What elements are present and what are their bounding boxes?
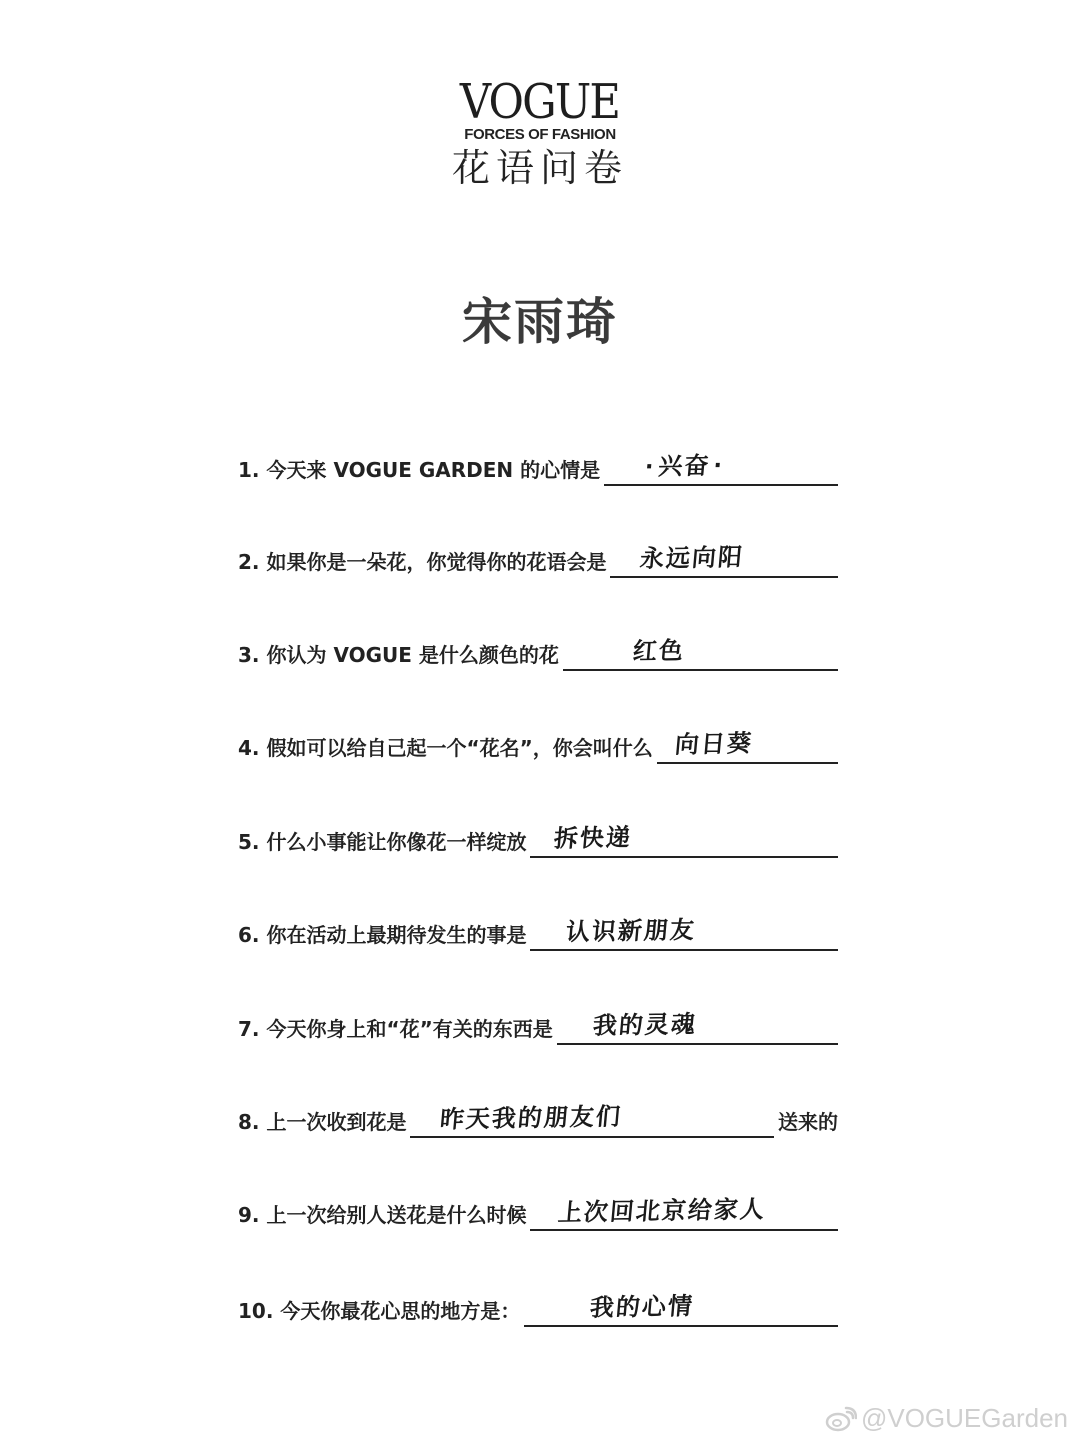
answer-line — [657, 722, 838, 764]
question-suffix: 送来的 — [778, 1110, 838, 1134]
question-text: 10. 今天你最花心思的地方是： — [238, 1299, 521, 1323]
answer-line — [524, 1285, 838, 1327]
watermark-text: @VOGUEGarden — [860, 1403, 1068, 1433]
question-text: 6. 你在活动上最期待发生的事是 — [238, 923, 527, 947]
answer-line — [557, 1003, 838, 1045]
question-text: 7. 今天你身上和“花”有关的东西是 — [238, 1017, 553, 1041]
question-row — [238, 1094, 838, 1138]
handwritten-answer: ·兴奋· — [640, 451, 729, 481]
question-row — [238, 720, 838, 764]
answer-line — [410, 1096, 774, 1138]
weibo-watermark — [825, 1403, 1068, 1434]
question-row — [238, 1001, 838, 1045]
handwritten-answer: 红色 — [631, 636, 687, 666]
handwritten-answer: 我的心情 — [589, 1292, 696, 1322]
question-text: 9. 上一次给别人送花是什么时候 — [238, 1203, 527, 1227]
handwritten-answer: 向日葵 — [673, 729, 755, 759]
question-row — [238, 814, 838, 858]
handwritten-answer: 认识新朋友 — [565, 915, 698, 947]
question-text: 8. 上一次收到花是 — [238, 1110, 407, 1134]
question-row — [238, 442, 838, 486]
question-row — [238, 534, 838, 578]
question-text: 2. 如果你是一朵花，你觉得你的花语会是 — [238, 550, 607, 574]
question-row — [238, 627, 838, 671]
answer-line — [610, 536, 838, 578]
answer-line — [563, 629, 838, 671]
tagline: FORCES OF FASHION — [464, 126, 616, 143]
question-row — [238, 1283, 838, 1327]
handwritten-answer: 我的灵魂 — [591, 1010, 699, 1040]
vogue-logo: VOGUE — [460, 74, 620, 130]
handwritten-answer: 昨天我的朋友们 — [439, 1102, 624, 1134]
question-row — [238, 907, 838, 951]
question-text: 5. 什么小事能让你像花一样绽放 — [238, 830, 527, 854]
header — [0, 76, 1080, 190]
answer-line — [604, 444, 838, 486]
questionnaire-title: 花语问卷 — [451, 146, 628, 190]
weibo-icon — [825, 1406, 857, 1432]
handwritten-answer: 永远向阳 — [639, 543, 746, 573]
question-text: 4. 假如可以给自己起一个“花名”，你会叫什么 — [238, 736, 653, 760]
answer-line — [530, 816, 838, 858]
question-row — [238, 1187, 838, 1231]
question-text: 3. 你认为 VOGUE 是什么颜色的花 — [238, 643, 559, 667]
question-text: 1. 今天来 VOGUE GARDEN 的心情是 — [238, 458, 601, 482]
answer-line — [530, 909, 838, 951]
answer-line — [530, 1189, 838, 1231]
handwritten-answer: 拆快递 — [553, 823, 634, 853]
respondent-name: 宋雨琦 — [462, 292, 618, 351]
handwritten-answer: 上次回北京给家人 — [557, 1195, 768, 1227]
